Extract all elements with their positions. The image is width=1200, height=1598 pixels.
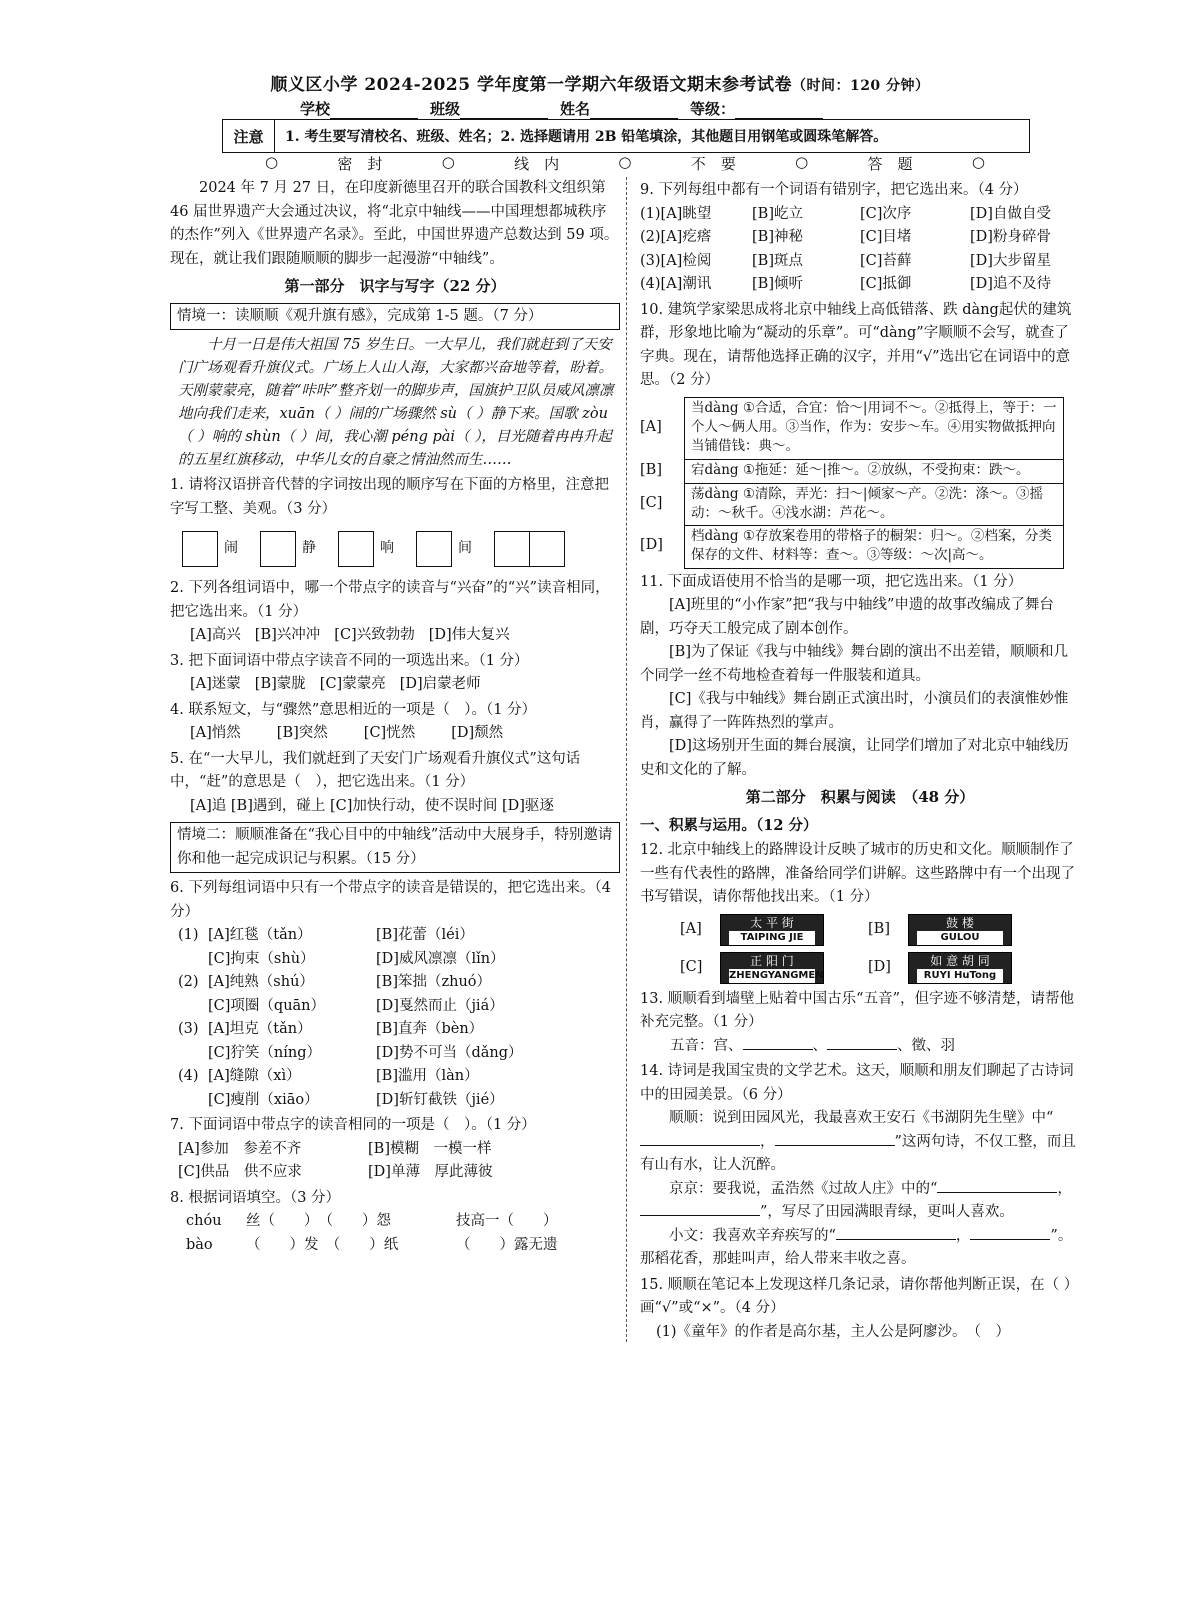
sign-cn: 正 阳 门 (750, 953, 794, 968)
option-b[interactable]: [B] (868, 920, 890, 937)
fill-sep: 、 (812, 1037, 827, 1054)
fill-blank[interactable]: 丝（ ） （ ）怨 (246, 1213, 391, 1229)
pinyin-label: bào (186, 1236, 213, 1253)
scene1-box: 情境一：读顺顺《观升旗有感》，完成第 1-5 题。（7 分） (170, 303, 620, 331)
fill-blank[interactable] (836, 1239, 956, 1240)
option-b[interactable]: [B]神秘 (752, 229, 803, 245)
option-a[interactable]: (4)[A]潮讯 (640, 276, 712, 292)
class-field[interactable] (430, 98, 548, 119)
seal-circle: ○ (971, 153, 985, 171)
student-info-row (300, 98, 960, 119)
scene2-box: 情境二：顺顺准备在“我心目中的中轴线”活动中大展身手，特别邀请你和他一起完成识记与积累。（15 分） (170, 822, 620, 873)
q8-fill (170, 1210, 620, 1257)
option-d[interactable]: [D] (868, 958, 891, 975)
group-number: (4) (178, 1068, 199, 1084)
school-field[interactable] (300, 98, 418, 119)
box-label: 静 (302, 540, 316, 557)
left-column (170, 177, 620, 1257)
option-c[interactable]: [C]狞笑（níng） (208, 1044, 322, 1061)
option-b[interactable]: [B]兴冲冲 (254, 627, 321, 643)
q15-item-1[interactable]: (1)《童年》的作者是高尔基，主人公是阿廖沙。 （ ） (656, 1323, 1011, 1340)
seal-circle: ○ (618, 153, 632, 171)
fill-prefix: 五音：宫、 (670, 1037, 743, 1054)
option-d[interactable]: [D]斩钉截铁（jié） (376, 1091, 504, 1108)
q14-text: ”。那稻花香，那蛙叫声，给人带来丰收之喜。 (640, 1227, 1073, 1267)
name-blank[interactable] (590, 103, 678, 119)
option-b[interactable]: [B]模糊 一模一样 (368, 1140, 492, 1157)
seal-circle: ○ (795, 153, 809, 171)
option-c[interactable]: [C]拘束（shù） (208, 950, 315, 967)
option-b[interactable]: [B]倾听 (752, 276, 803, 292)
fill-suffix: 、徵、羽 (897, 1037, 955, 1054)
box-label: 响 (380, 540, 394, 557)
street-signs (680, 914, 1080, 984)
fill-blank[interactable]: （ ）发 （ ）纸 (246, 1236, 399, 1253)
option-d[interactable]: [D]自做自受 (970, 205, 1051, 222)
question-10: 10. 建筑学家梁思成将北京中轴线上高低错落、跌 dàng起伏的建筑群，形象地比喻为“凝动的乐章”。可“dàng”字顺顺不会写，就查了字典。现在，请帮他选择正确的汉字，并用“√”选出它在词语中的意思。（2 分） (640, 301, 1072, 388)
option-c[interactable]: [C]目堵 (860, 229, 912, 245)
seal-text: 答 题 (867, 155, 913, 173)
option-a[interactable]: (2)[A]疙瘩 (640, 229, 712, 245)
question-14: 14. 诗词是我国宝贵的文学艺术。这天，顺顺和朋友们聊起了古诗词中的田园美景。（6 分） (640, 1063, 1074, 1103)
option-c[interactable]: [C]项圈（quān） (208, 997, 326, 1014)
option-c[interactable]: [C]《我与中轴线》舞台剧正式演出时，小演员们的表演惟妙惟肖，赢得了一阵阵热烈的掌声。 (640, 691, 1069, 731)
option-c[interactable]: [C]供品 供不应求 (178, 1164, 302, 1180)
street-sign[interactable] (720, 952, 824, 984)
option-a[interactable]: [A]高兴 (190, 627, 241, 643)
option-d[interactable]: [D]大步留星 (970, 252, 1051, 269)
answer-boxes-q1 (182, 529, 620, 569)
five-tones-line (640, 1035, 1080, 1059)
option-d[interactable]: [D] (640, 536, 663, 553)
q5-options[interactable]: [A]追 [B]遇到，碰上 [C]加快行动，使不误时间 [D]驱逐 (190, 797, 554, 814)
grade-blank[interactable] (735, 103, 823, 119)
option-d[interactable]: [D]颓然 (451, 725, 504, 741)
option-a[interactable]: (3)[A]检阅 (640, 252, 712, 269)
option-d[interactable]: [D]启蒙老师 (399, 676, 481, 692)
group-number (178, 948, 208, 972)
option-b[interactable]: [B] (640, 461, 662, 478)
part1-heading: 第一部分 识字与写字（22 分） (284, 277, 506, 295)
q4-options (170, 722, 620, 746)
q14-jingjing: 京京：要我说，孟浩然《过故人庄》中的“ ，”，写尽了田园满眼青绿，更叫人喜欢。 (640, 1178, 1080, 1225)
name-field[interactable] (560, 98, 678, 119)
sign-cn: 太 平 街 (750, 915, 794, 930)
street-sign[interactable] (720, 914, 824, 946)
right-column (640, 177, 1080, 1344)
reading-passage: 十月一日是伟大祖国 75 岁生日。一大早儿，我们就赶到了天安门广场观看升旗仪式。广场上人山人海，大家都兴奋地等着，盼着。天刚蒙蒙亮，随着“咔咔”整齐划一的脚步声，国旗护卫队员威风凛凛地向我们走来，xuān（ ）闹的广场骤然 sù（ ）静下来。国歌 zòu（ ）响的 shùn（ ）间，我心潮 péng pài（ ），目光随着冉冉升起的五星红旗移动，中华儿女的自豪之情油然而生…… (178, 337, 614, 468)
question-11: 11. 下面成语使用不恰当的是哪一项，把它选出来。（1 分） (640, 573, 1023, 590)
option-d[interactable]: [D]这场别开生面的舞台展演，让同学们增加了对北京中轴线历史和文化的了解。 (640, 738, 1069, 778)
fill-blank[interactable] (743, 1049, 813, 1050)
question-7: 7. 下面词语中带点字的读音相同的一项是（ ）。（1 分） (170, 1117, 536, 1133)
group-number (178, 1089, 208, 1113)
q14-xiaowen: 小文：我喜欢辛弃疾写的“ ， ”。那稻花香，那蛙叫声，给人带来丰收之喜。 (640, 1227, 1073, 1267)
pinyin-label: chóu (186, 1213, 222, 1229)
option-a[interactable]: (1)[A]眺望 (640, 205, 712, 222)
q6-options (170, 924, 620, 1112)
fill-blank[interactable] (640, 1145, 760, 1146)
option-c[interactable]: [C]蒙蒙亮 (319, 676, 386, 692)
seal-text: 不 要 (690, 155, 736, 173)
notice-box (222, 119, 1030, 153)
exam-time: （时间：120 分钟） (791, 78, 930, 94)
dict-option-letters (640, 397, 684, 569)
question-1: 1. 请将汉语拼音代替的字词按出现的顺序写在下面的方格里，注意把字写工整、美观。（3 分） (170, 477, 609, 517)
question-4: 4. 联系短文，与“骤然”意思相近的一项是（ ）。（1 分） (170, 701, 537, 718)
option-b[interactable]: [B]滥用（làn） (376, 1068, 479, 1084)
question-3: 3. 把下面词语中带点字读音不同的一项选出来。（1 分） (170, 652, 529, 669)
option-d[interactable]: [D]戛然而止（jiá） (376, 997, 504, 1014)
grade-field[interactable] (690, 98, 823, 119)
seal-text: 密 封 (337, 155, 383, 173)
street-sign[interactable] (908, 952, 1012, 984)
grade-label: 等级： (690, 100, 736, 118)
question-15: 15. 顺顺在笔记本上发现这样几条记录，请你帮他判断正误，在（ ）画“√”或“×”。（4 分） (640, 1276, 1079, 1316)
class-label: 班级 (430, 100, 461, 118)
option-b[interactable]: [B]蒙胧 (254, 676, 306, 692)
title-text: 顺义区小学 2024-2025 学年度第一学期六年级语文期末参考试卷 (270, 75, 792, 95)
dict-entry: 宕dàng ①拖延：延～|推～。②放纵，不受拘束：跌～。 (685, 460, 1063, 484)
option-a[interactable]: [A] (640, 418, 662, 435)
answer-box[interactable] (260, 531, 296, 567)
fill-blank[interactable] (775, 1145, 895, 1146)
q14-text: ”这两句诗，不仅工整，而且有山有水，让人沉醉。 (640, 1133, 1076, 1173)
q14-text: ”，写尽了田园满眼青绿，更叫人喜欢。 (760, 1204, 1014, 1220)
option-a[interactable]: [A]坦克（tǎn） (208, 1021, 312, 1037)
dict-entries (684, 397, 1064, 569)
q14-text: 京京：要我说，孟浩然《过故人庄》中的“ (669, 1180, 938, 1197)
answer-box[interactable] (416, 531, 452, 567)
sign-cn: 如 意 胡 同 (930, 953, 990, 968)
group-number: (2) (178, 974, 199, 990)
street-sign[interactable] (908, 914, 1012, 946)
option-a[interactable]: [A] (680, 920, 702, 937)
option-a[interactable]: [A]缝隙（xì） (208, 1068, 301, 1084)
group-number: (1) (178, 927, 199, 943)
notice-text: 1. 考生要写清校名、班级、姓名；2. 选择题请用 2B 铅笔填涂，其他题目用钢笔或圆珠笔解答。 (285, 129, 888, 145)
sign-en: ZHENGYANGMEN (729, 969, 824, 981)
option-b[interactable]: [B]突然 (276, 725, 328, 741)
dict-entry: 荡dàng ①清除，弄光：扫～|倾家～产。②洗：涤～。③摇动：～秋千。④浅水湖：芦花～。 (685, 484, 1063, 526)
option-b[interactable]: [B]屹立 (752, 205, 803, 222)
seal-circle: ○ (265, 153, 279, 171)
sign-cn: 鼓 楼 (946, 915, 974, 930)
group-number (178, 1042, 208, 1066)
question-9: 9. 下列每组中都有一个词语有错别字，把它选出来。（4 分） (640, 182, 1028, 198)
dictionary-table (640, 397, 1080, 569)
answer-box[interactable] (494, 531, 530, 567)
answer-box[interactable] (338, 531, 374, 567)
answer-box[interactable] (182, 531, 218, 567)
option-a[interactable]: [A]纯熟（shú） (208, 974, 314, 990)
option-d[interactable]: [D]势不可当（dǎng） (376, 1044, 523, 1061)
option-b[interactable]: [B]直奔（bèn） (376, 1021, 484, 1037)
part2-heading: 第二部分 积累与阅读 （48 分） (745, 788, 975, 806)
option-c[interactable]: [C] (640, 494, 663, 511)
answer-box[interactable] (529, 531, 565, 567)
seal-line (265, 153, 985, 174)
group-number: (3) (178, 1021, 199, 1037)
option-a[interactable]: [A]班里的“小作家”把“我与中轴线”申遗的故事改编成了舞台剧，巧夺天工般完成了剧本创作。 (640, 597, 1054, 637)
option-b[interactable]: [B]花蕾（léi） (376, 927, 474, 943)
sign-en: RUYI HuTong (917, 969, 1003, 983)
box-label: 闹 (224, 540, 238, 557)
sign-en: TAIPING JIE (729, 931, 815, 945)
fill-blank[interactable] (970, 1239, 1050, 1240)
question-12: 12. 北京中轴线上的路牌设计反映了城市的历史和文化。顺顺制作了一些有代表性的路牌，准备给同学们讲解。这些路牌中有一个出现了书写错误，请你帮他找出来。（1 分） (640, 842, 1075, 905)
q14-text: 顺顺：说到田园风光，我最喜欢王安石《书湖阴先生壁》中“ (669, 1110, 1054, 1126)
q2-options (170, 624, 620, 648)
school-label: 学校 (300, 100, 331, 118)
section1-heading: 一、积累与运用。（12 分） (640, 816, 818, 834)
group-number (178, 995, 208, 1019)
fill-blank[interactable] (827, 1049, 897, 1050)
option-b[interactable]: [B]斑点 (752, 252, 803, 269)
sign-en: GULOU (917, 931, 1003, 945)
question-8: 8. 根据词语填空。（3 分） (170, 1189, 341, 1206)
q14-text: 小文：我喜欢辛弃疾写的“ (669, 1227, 836, 1244)
option-d[interactable]: [D]伟大复兴 (428, 627, 510, 643)
option-c[interactable]: [C]次序 (860, 205, 912, 222)
fill-blank[interactable] (937, 1192, 1057, 1193)
name-label: 姓名 (560, 100, 591, 118)
notice-tag: 注意 (223, 120, 275, 152)
option-d[interactable]: [D]粉身碎骨 (970, 229, 1051, 245)
fill-blank[interactable] (640, 1215, 760, 1216)
q3-options (170, 673, 620, 697)
option-a[interactable]: [A]红毯（tǎn） (208, 927, 312, 943)
class-blank[interactable] (460, 103, 548, 119)
intro-paragraph: 2024 年 7 月 27 日，在印度新德里召开的联合国教科文组织第 46 届世界遗产大会通过决议，将“北京中轴线——中国理想都城秩序的杰作”列入《世界遗产名录》。至此，中国世界遗产总数达到 59 项。现在，就让我们跟随顺顺的脚步一起漫游“中轴线”。 (170, 180, 619, 267)
option-b[interactable]: [B]为了保证《我与中轴线》舞台剧的演出不出差错，顺顺和几个同学一丝不苟地检查着每一件服装和道具。 (640, 644, 1068, 684)
option-b[interactable]: [B]笨拙（zhuó） (376, 974, 492, 990)
column-divider (626, 177, 627, 1342)
option-d[interactable]: [D]单薄 厚此薄彼 (368, 1164, 493, 1180)
option-a[interactable]: [A]悄然 (190, 725, 241, 741)
option-c[interactable]: [C]瘦削（xiāo） (208, 1091, 319, 1108)
option-c[interactable]: [C]兴致勃勃 (334, 627, 415, 643)
option-c[interactable]: [C]苔藓 (860, 252, 912, 269)
option-a[interactable]: [A]迷蒙 (190, 676, 241, 692)
school-blank[interactable] (330, 103, 418, 119)
option-a[interactable]: [A]参加 参差不齐 (178, 1140, 302, 1157)
fill-blank[interactable]: 技高一（ ） (456, 1213, 558, 1229)
seal-text: 线 内 (514, 155, 560, 173)
option-c[interactable]: [C]抵御 (860, 276, 912, 292)
fill-blank[interactable]: （ ）露无遗 (456, 1236, 558, 1253)
question-2: 2. 下列各组词语中，哪一个带点字的读音与“兴奋”的“兴”读音相同，把它选出来。（1 分） (170, 580, 610, 620)
question-5: 5. 在“一大早儿，我们就赶到了天安门广场观看升旗仪式”这句话中，“赶”的意思是（ ），把它选出来。（1 分） (170, 750, 581, 790)
q7-options (170, 1138, 620, 1185)
exam-title (0, 70, 1200, 95)
q9-options (640, 203, 1080, 297)
dict-entry: 当dàng ①合适，合宜：恰～|用词不～。②抵得上，等于：一个人～俩人用。③当作，作为：安步～车。④用实物做抵押向当铺借钱：典～。 (685, 398, 1063, 460)
question-6: 6. 下列每组词语中只有一个带点字的读音是错误的，把它选出来。（4 分） (170, 880, 611, 920)
q14-shunshun: 顺顺：说到田园风光，我最喜欢王安石《书湖阴先生壁》中“， ”这两句诗，不仅工整，而且有山有水，让人沉醉。 (640, 1110, 1076, 1173)
option-d[interactable]: [D]追不及待 (970, 276, 1051, 292)
seal-circle: ○ (441, 153, 455, 171)
question-13: 13. 顺顺看到墙壁上贴着中国古乐“五音”，但字迹不够清楚，请帮他补充完整。（1 分） (640, 990, 1074, 1030)
box-label: 间 (458, 540, 472, 557)
option-d[interactable]: [D]威风凛凛（lǐn） (376, 950, 505, 967)
option-c[interactable]: [C] (680, 958, 703, 975)
dict-entry: 档dàng ①存放案卷用的带格子的橱架：归～。②档案，分类保存的文件、材料等：查～。③等级：～次|高～。 (691, 527, 1052, 563)
option-c[interactable]: [C]恍然 (363, 725, 416, 741)
